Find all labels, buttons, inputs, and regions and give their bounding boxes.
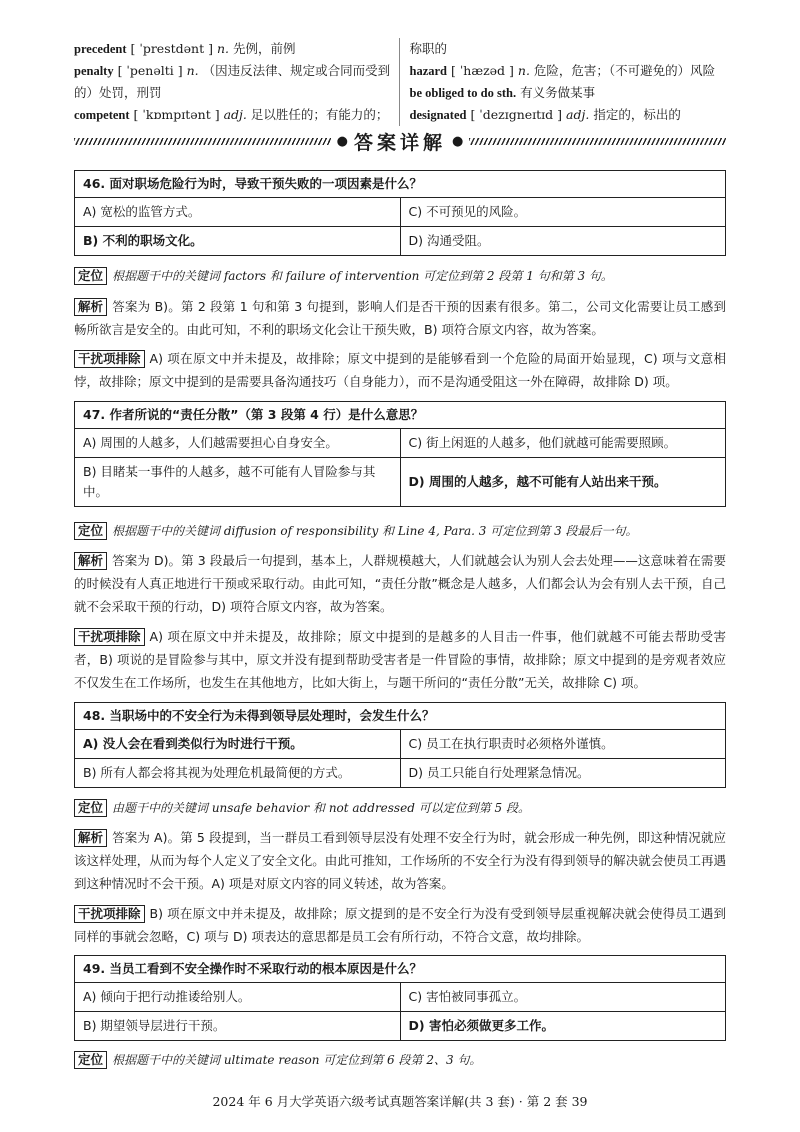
question-row (75, 703, 725, 729)
section-banner (74, 128, 726, 154)
option-a: A) 宽松的监管方式。 (83, 204, 201, 219)
q49-locate (74, 1048, 726, 1072)
hatch-divider-left (74, 138, 331, 145)
vocab-word: precedent (74, 42, 127, 56)
vocabulary-column-right (399, 38, 727, 126)
question-text: 49. 当员工看到不安全操作时不采取行动的根本原因是什么？ (83, 961, 422, 976)
option-b: B) 目睹某一事件的人越多，越不可能有人冒险参与其中。 (83, 464, 376, 499)
vocab-definition: 有义务做某事 (520, 85, 596, 100)
question-row (75, 402, 725, 428)
q48-distractor (74, 902, 726, 948)
vocab-entry (74, 60, 391, 104)
option-row (75, 457, 725, 506)
vocab-phonetic: [ ˈdezɪgneɪtɪd ] (470, 107, 563, 122)
locate-text: 由题干中的关键词 unsafe behavior 和 not addressed 可以定位到第 5 段。 (112, 801, 530, 815)
option-a: A) 倾向于把行动推诿给别人。 (83, 989, 251, 1004)
option-c: C) 害怕被同事孤立。 (400, 983, 726, 1011)
option-b: B) 不利的职场文化。 (83, 233, 203, 248)
vocab-word: be obliged to do sth. (409, 86, 517, 100)
q47-locate (74, 519, 726, 543)
vocab-entry (410, 60, 727, 82)
question-text: 46. 面对职场危险行为时，导致干预失败的一项因素是什么？ (83, 176, 422, 191)
option-c: C) 员工在执行职责时必须格外谨慎。 (400, 730, 726, 758)
vocab-pos: adj. (566, 107, 590, 122)
locate-text: 根据题干中的关键词 ultimate reason 可定位到第 6 段第 2、3 句。 (112, 1053, 482, 1067)
vocab-phonetic: [ ˈprestdənt ] (130, 41, 213, 56)
vocabulary-list (74, 38, 726, 126)
distractor-tag: 干扰项排除 (74, 628, 145, 646)
distractor-text: B) 项在原文中并未提及，故排除；原文提到的是不安全行为没有受到领导层重视解决就会使得员工遇到同样的事就会忽略，C) 项与 D) 项表达的意思都是员工会有所行动，不符合文意，故均排除。 (74, 906, 726, 944)
question-row (75, 956, 725, 982)
option-row (75, 197, 725, 226)
option-c: C) 街上闲逛的人越多，他们就越可能需要照顾。 (400, 429, 726, 457)
vocab-pos: n. (517, 63, 530, 78)
vocab-entry (410, 82, 727, 104)
question-46-table (74, 170, 726, 256)
distractor-text: A) 项在原文中并未提及，故排除；原文中提到的是能够看到一个危险的局面开始显现，C) 项与文意相悖，故排除；原文中提到的是需要具备沟通技巧（自身能力），而不是沟通受阻这一外在障碍，故排除 D) 项。 (74, 351, 726, 389)
option-row (75, 758, 725, 787)
analysis-text: 答案为 A)。第 5 段提到，当一群员工看到领导层没有处理不安全行为时，就会形成一种先例，即这种情况就应该这样处理，从而为每个人定义了安全文化。由此可推知，工作场所的不安全行为没有得到领导的解决就会使员工再遇到这种情况时不会干预。A) 项是对原文内容的同义转述，故为答案。 (74, 830, 726, 891)
option-row (75, 1011, 725, 1040)
vocab-pos: n. (186, 63, 199, 78)
option-a: A) 没人会在看到类似行为时进行干预。 (83, 736, 303, 751)
distractor-text: A) 项在原文中并未提及，故排除；原文中提到的是越多的人目击一件事，他们就越不可能去帮助受害者，B) 项说的是冒险参与其中，原文并没有提到帮助受害者是一件冒险的事情，故排除；原文中提到的是旁观者效应不仅发生在工作场所，也发生在其他地方，比如大街上，与题干所问的“责任分散”无关，故排除 C) 项。 (74, 629, 726, 690)
vocab-entry (74, 38, 391, 60)
distractor-tag: 干扰项排除 (74, 350, 145, 368)
q48-analysis (74, 826, 726, 895)
vocab-definition: 足以胜任的；有能力的； (250, 107, 389, 122)
vocab-definition: 指定的，标出的 (593, 107, 681, 122)
option-d: D) 沟通受阻。 (400, 227, 726, 255)
vocabulary-column-left (74, 38, 399, 126)
option-c: C) 不可预见的风险。 (400, 198, 726, 226)
locate-tag: 定位 (74, 267, 107, 285)
locate-text: 根据题干中的关键词 diffusion of responsibility 和 Line 4, Para. 3 可定位到第 3 段最后一句。 (112, 524, 638, 538)
analysis-tag: 解析 (74, 552, 107, 570)
option-d: D) 周围的人越多，越不可能有人站出来干预。 (400, 458, 726, 506)
question-text: 47. 作者所说的“责任分散”（第 3 段第 4 行）是什么意思？ (83, 407, 424, 422)
page-footer: 2024 年 6 月大学英语六级考试真题答案详解(共 3 套) · 第 2 套 39 (212, 1094, 588, 1109)
question-49-table (74, 955, 726, 1041)
bullet-icon: ● (452, 133, 464, 149)
bullet-icon: ● (336, 133, 348, 149)
vocab-word: penalty (74, 64, 114, 78)
locate-tag: 定位 (74, 1051, 107, 1069)
option-row (75, 729, 725, 758)
q46-analysis (74, 295, 726, 341)
vocab-definition: 先例，前例 (232, 41, 296, 56)
locate-text: 根据题干中的关键词 factors 和 failure of intervention 可定位到第 2 段第 1 句和第 3 句。 (112, 269, 613, 283)
section-title: 答案详解 (354, 131, 447, 154)
question-text: 48. 当职场中的不安全行为未得到领导层处理时，会发生什么？ (83, 708, 435, 723)
vocab-pos: n. (216, 41, 229, 56)
option-b: B) 期望领导层进行干预。 (83, 1018, 226, 1033)
vocab-entry (410, 104, 727, 126)
q46-locate (74, 264, 726, 288)
option-b: B) 所有人都会将其视为处理危机最简便的方式。 (83, 765, 351, 780)
vocab-word: hazard (409, 64, 447, 78)
q47-distractor (74, 625, 726, 694)
vocab-entry (74, 104, 391, 126)
option-d: D) 害怕必须做更多工作。 (400, 1012, 726, 1040)
option-row (75, 428, 725, 457)
vocab-phonetic: [ ˈpenəlti ] (117, 63, 183, 78)
vocab-definition: 称职的 (409, 41, 448, 56)
option-row (75, 226, 725, 255)
vocab-word: competent (74, 108, 130, 122)
vocab-entry (410, 38, 727, 60)
analysis-tag: 解析 (74, 298, 107, 316)
question-48-table (74, 702, 726, 788)
analysis-text: 答案为 B)。第 2 段第 1 句和第 3 句提到，影响人们是否干预的因素有很多。第二，公司文化需要让员工感到畅所欲言是安全的。由此可知，不利的职场文化会让干预失败，B) 项符合原文内容，故为答案。 (74, 299, 726, 337)
analysis-text: 答案为 D)。第 3 段最后一句提到，基本上，人群规模越大，人们就越会认为别人会去处理——这意味着在需要的时候没有人真正地进行干预或采取行动。由此可知，“责任分散”概念是人越多，人们都会认为会有别人去干预，自己就不会采取干预的行动，D) 项符合原文内容，故为答案。 (74, 553, 726, 614)
vocab-phonetic: [ ˈhæzəd ] (450, 63, 514, 78)
q46-distractor (74, 347, 726, 393)
option-a: A) 周围的人越多，人们越需要担心自身安全。 (83, 435, 338, 450)
vocab-definition: （因违反法律、规定或合同而受到的）处罚，刑罚 (74, 63, 391, 100)
vocab-pos: adj. (223, 107, 247, 122)
locate-tag: 定位 (74, 522, 107, 540)
hatch-divider-right (469, 138, 726, 145)
q48-locate (74, 796, 726, 820)
option-d: D) 员工只能自行处理紧急情况。 (400, 759, 726, 787)
vocab-phonetic: [ ˈkɒmpɪtənt ] (133, 107, 220, 122)
vocab-word: designated (409, 108, 467, 122)
option-row (75, 982, 725, 1011)
analysis-tag: 解析 (74, 829, 107, 847)
locate-tag: 定位 (74, 799, 107, 817)
question-47-table (74, 401, 726, 507)
distractor-tag: 干扰项排除 (74, 905, 145, 923)
vocab-definition: 危险，危害；（不可避免的）风险 (533, 63, 716, 78)
question-row (75, 171, 725, 197)
q47-analysis (74, 549, 726, 618)
